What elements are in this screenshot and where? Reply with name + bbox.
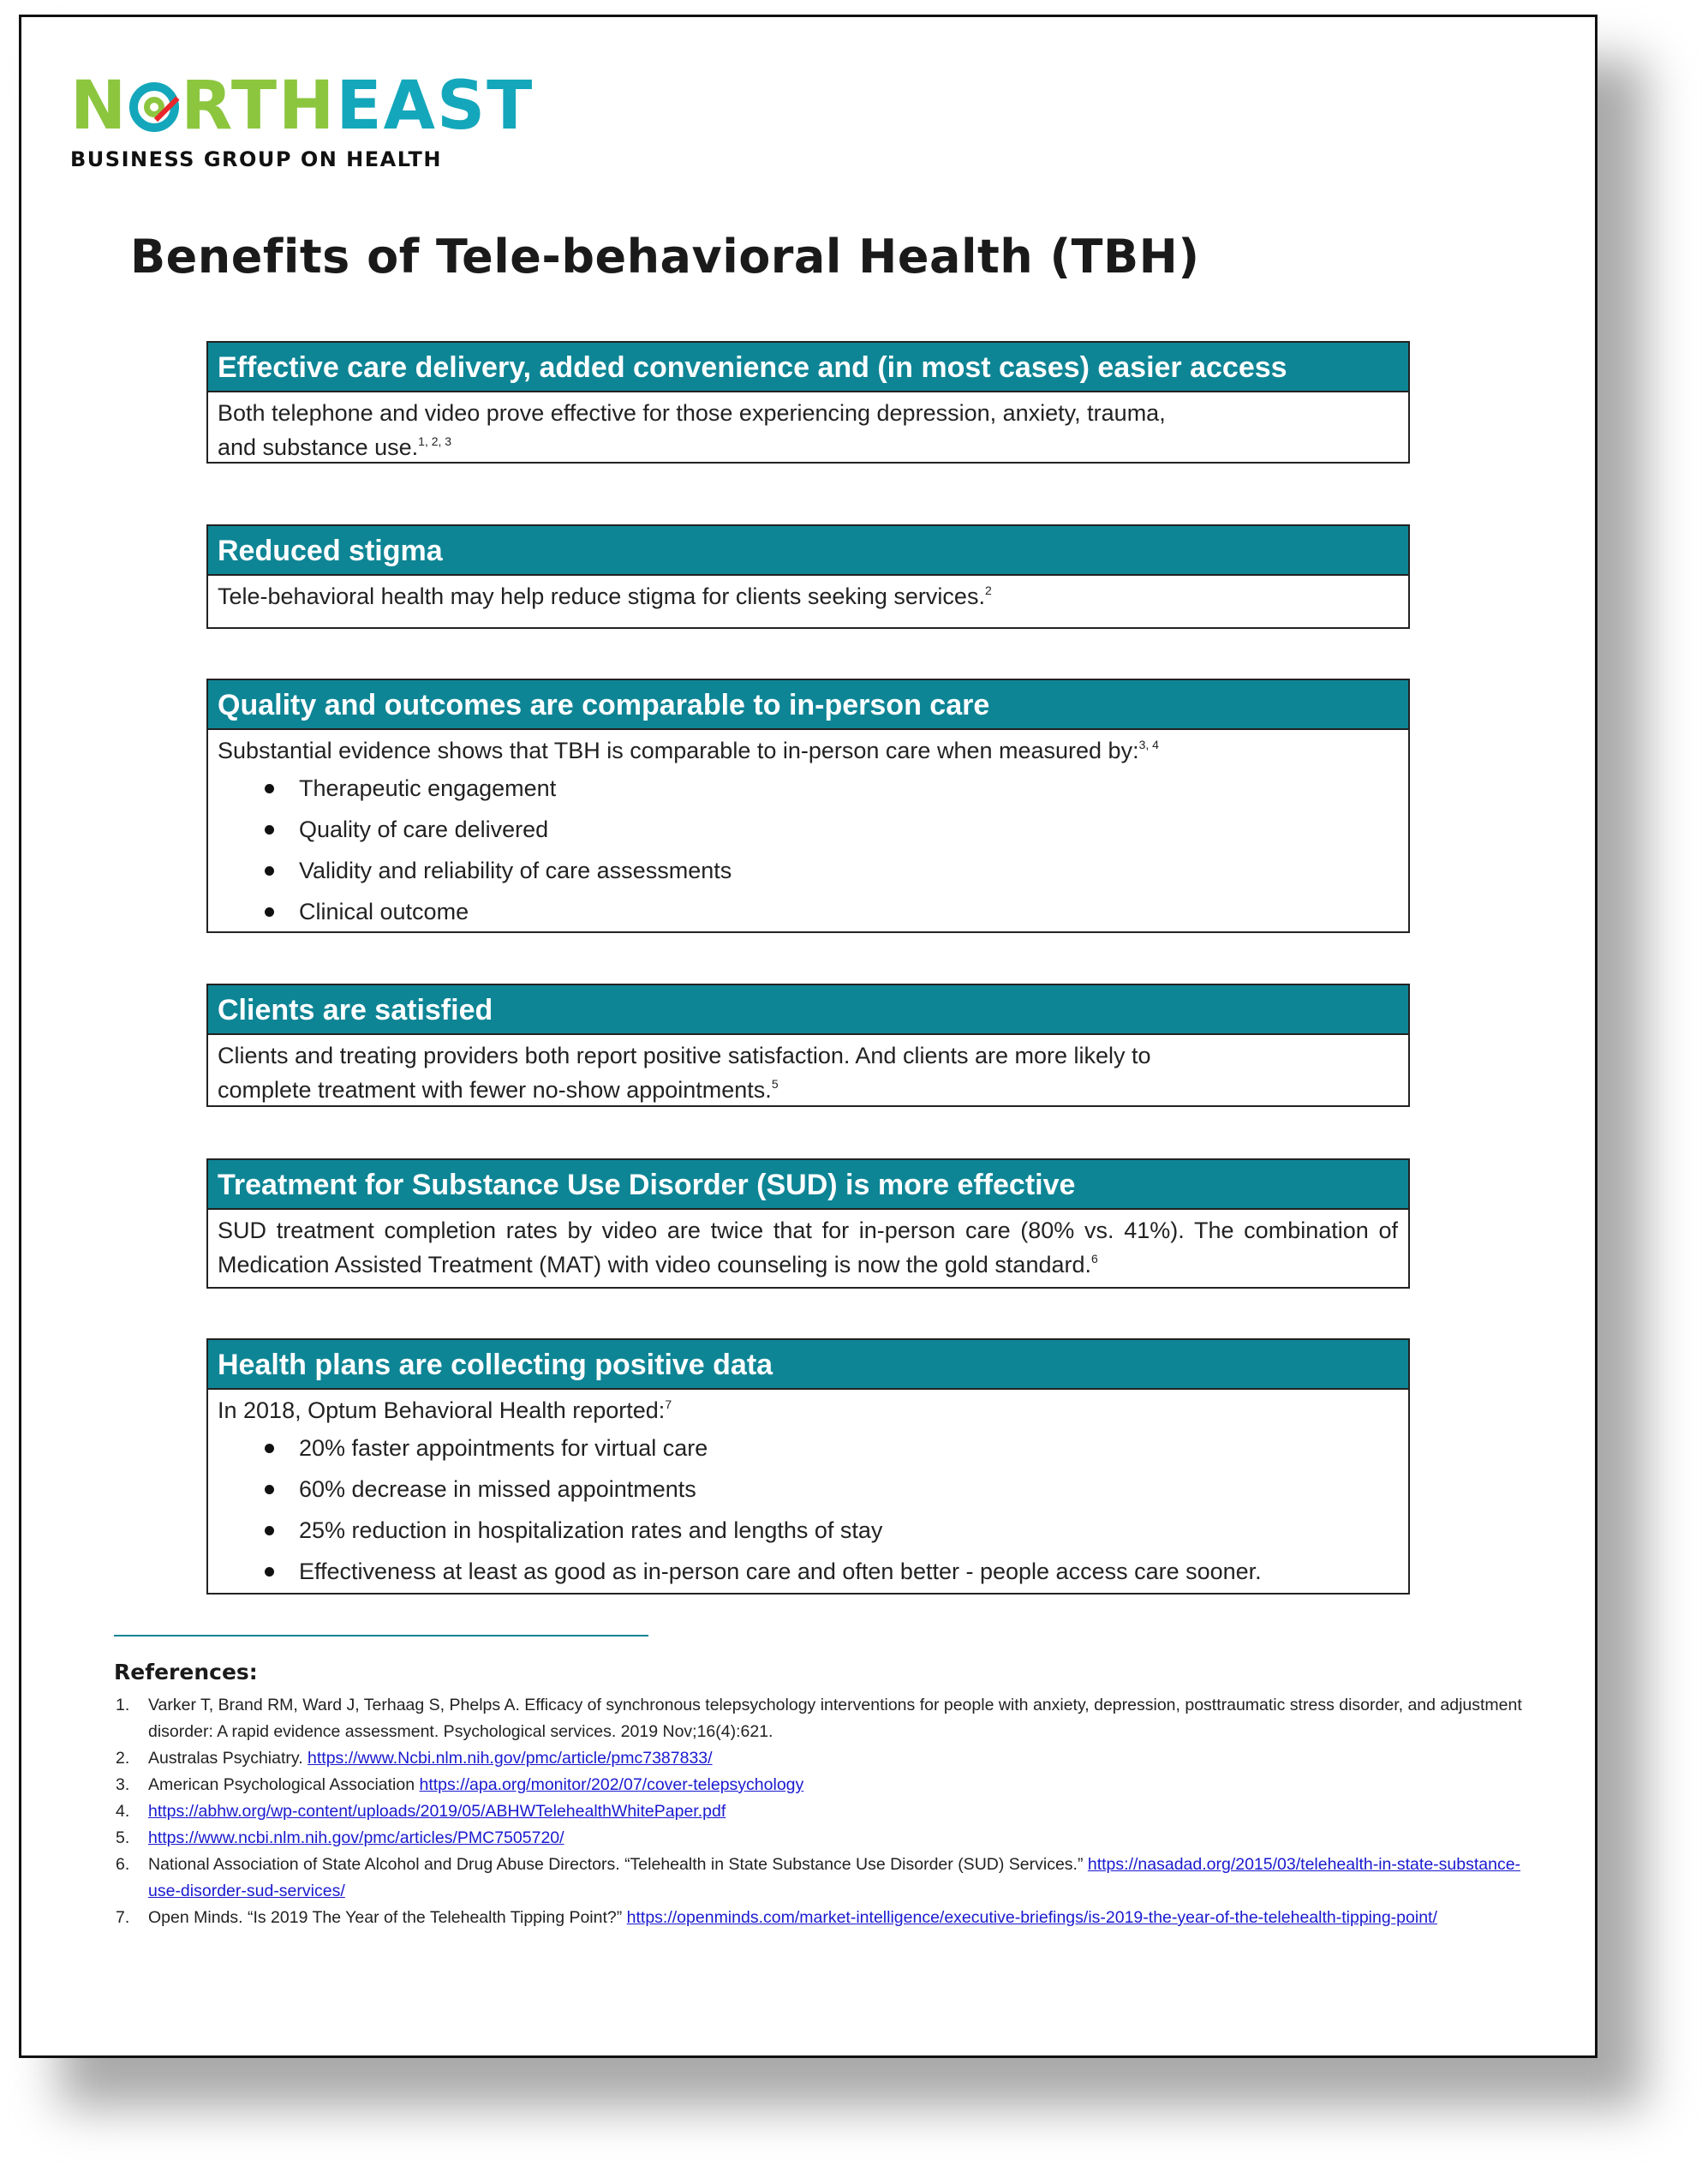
bullet-icon: [265, 784, 274, 793]
footnote-ref: 1, 2, 3: [418, 434, 452, 448]
body-text: and substance use.: [218, 434, 419, 460]
reference-number: 4.: [116, 1802, 130, 1821]
reference-number: 2.: [116, 1749, 130, 1768]
reference-text: Australas Psychiatry.: [148, 1749, 308, 1768]
logo-subtitle: BUSINESS GROUP ON HEALTH: [70, 147, 443, 171]
body-line: Both telephone and video prove effective for those experiencing depression, anxiety, trauma,: [218, 400, 1166, 426]
list-item: [218, 809, 1398, 850]
reference-link[interactable]: https://abhw.org/wp-content/uploads/2019/05/ABHWTelehealthWhitePaper.pdf: [148, 1802, 726, 1821]
reference-item: [114, 1772, 1527, 1798]
section-heading: Clients are satisfied: [208, 985, 1408, 1035]
bullet-list: [218, 1427, 1398, 1592]
body-text: complete treatment with fewer no-show appointments.: [218, 1077, 772, 1103]
section-heading: Health plans are collecting positive data: [208, 1340, 1408, 1390]
body-line: Clients and treating providers both report positive satisfaction. And clients are more likely to: [218, 1043, 1151, 1068]
body-text: Tele-behavioral health may help reduce stigma for clients seeking services.: [218, 583, 985, 609]
target-arrow-icon: [129, 82, 179, 132]
logo-east: EAST: [336, 68, 534, 145]
bullet-icon: [265, 825, 274, 835]
northeast-logo: [70, 68, 534, 171]
list-item: [218, 1427, 1398, 1469]
reference-item: [114, 1825, 1527, 1852]
section-intro: [218, 1393, 1398, 1427]
reference-link[interactable]: https://apa.org/monitor/202/07/cover-telepsychology: [419, 1775, 804, 1794]
reference-link[interactable]: https://nasadad.org/2015/03/telehealth-in-state-substance-use-disorder-sud-services/: [148, 1855, 1521, 1900]
list-item: [218, 1510, 1398, 1551]
list-item-text: Validity and reliability of care assessments: [299, 858, 732, 883]
reference-item: [114, 1905, 1527, 1931]
bullet-icon: [265, 1567, 274, 1577]
reference-item: [114, 1692, 1527, 1745]
body-text: In 2018, Optum Behavioral Health reported:: [218, 1397, 666, 1423]
list-item-text: Therapeutic engagement: [299, 775, 557, 801]
logo-north-rest: RTH: [181, 68, 337, 145]
reference-text: Open Minds. “Is 2019 The Year of the Telehealth Tipping Point?”: [148, 1908, 627, 1927]
footnote-ref: 6: [1091, 1252, 1098, 1266]
footnote-ref: 3, 4: [1138, 738, 1159, 751]
section-quality-outcomes: [206, 679, 1410, 933]
reference-link[interactable]: https://openminds.com/market-intelligence/executive-briefings/is-2019-the-year-of-the-telehealth-tipping-point/: [626, 1908, 1437, 1927]
section-body: [208, 730, 1408, 932]
footnote-ref: 7: [665, 1397, 672, 1411]
logo-wordmark: [70, 68, 534, 145]
bullet-icon: [265, 1485, 274, 1494]
reference-link[interactable]: https://www.Ncbi.nlm.nih.gov/pmc/article/pmc7387833/: [308, 1749, 713, 1768]
reference-text: National Association of State Alcohol and Drug Abuse Directors. “Telehealth in State Substance Use Disorder (SUD) Services.”: [148, 1855, 1088, 1874]
body-text: SUD treatment completion rates by video are twice that for in-person care (80% vs. 41%). The combination of Medication Assisted Treatment (MAT) with video counseling is now the gold standard.: [218, 1218, 1398, 1277]
reference-number: 6.: [116, 1855, 130, 1874]
body-line: [218, 1073, 1398, 1107]
list-item: [218, 850, 1398, 891]
reference-number: 7.: [116, 1908, 130, 1927]
section-body: [208, 1390, 1408, 1592]
reference-text: American Psychological Association: [148, 1775, 420, 1794]
reference-item: [114, 1745, 1527, 1772]
bullet-icon: [265, 907, 274, 917]
reference-item: [114, 1798, 1527, 1825]
references-list: [114, 1692, 1527, 1931]
list-item-text: 60% decrease in missed appointments: [299, 1476, 696, 1502]
section-body: [208, 392, 1408, 464]
section-heading: Reduced stigma: [208, 526, 1408, 576]
footnote-ref: 5: [771, 1077, 779, 1091]
footnote-ref: 2: [984, 583, 992, 597]
section-health-plans: [206, 1338, 1410, 1595]
list-item: [218, 1551, 1398, 1592]
bullet-icon: [265, 866, 274, 876]
section-heading: Treatment for Substance Use Disorder (SUD) is more effective: [208, 1160, 1408, 1210]
section-sud-treatment: [206, 1158, 1410, 1289]
list-item-text: 20% faster appointments for virtual care: [299, 1435, 708, 1461]
reference-item: [114, 1852, 1527, 1905]
section-effective-care: [206, 341, 1410, 464]
logo-letter-n: N: [70, 68, 128, 145]
list-item: [218, 1469, 1398, 1510]
section-clients-satisfied: [206, 984, 1410, 1107]
list-item-text: Quality of care delivered: [299, 817, 549, 842]
section-body: [208, 1035, 1408, 1107]
section-heading: Effective care delivery, added convenience and (in most cases) easier access: [208, 343, 1408, 392]
section-reduced-stigma: [206, 524, 1410, 629]
list-item: [218, 891, 1398, 932]
section-body: [208, 1210, 1408, 1282]
bullet-list: [218, 768, 1398, 932]
document-page: [19, 15, 1598, 2058]
body-line: [218, 430, 1398, 464]
section-body: [208, 576, 1408, 613]
list-item: [218, 768, 1398, 809]
list-item-text: Effectiveness at least as good as in-person care and often better - people access care sooner.: [299, 1559, 1262, 1584]
reference-text: Varker T, Brand RM, Ward J, Terhaag S, Phelps A. Efficacy of synchronous telepsychology interventions for people with anxiety, depression, posttraumatic stress disorder, and adjustment disorder: A rapid evidence assessment. Psychological services. 2019 Nov;16(4):621.: [148, 1696, 1522, 1741]
body-text: Substantial evidence shows that TBH is comparable to in-person care when measured by:: [218, 738, 1139, 763]
references-divider: [114, 1635, 648, 1636]
bullet-icon: [265, 1526, 274, 1535]
list-item-text: Clinical outcome: [299, 899, 469, 924]
page-title: Benefits of Tele-behavioral Health (TBH): [130, 230, 1200, 284]
reference-number: 5.: [116, 1828, 130, 1847]
bullet-icon: [265, 1444, 274, 1453]
references-heading: References:: [114, 1660, 258, 1684]
section-heading: Quality and outcomes are comparable to in-person care: [208, 680, 1408, 730]
reference-link[interactable]: https://www.ncbi.nlm.nih.gov/pmc/articles/PMC7505720/: [148, 1828, 564, 1847]
list-item-text: 25% reduction in hospitalization rates and lengths of stay: [299, 1517, 883, 1543]
reference-number: 3.: [116, 1775, 130, 1794]
reference-number: 1.: [116, 1696, 130, 1714]
section-intro: [218, 733, 1398, 768]
